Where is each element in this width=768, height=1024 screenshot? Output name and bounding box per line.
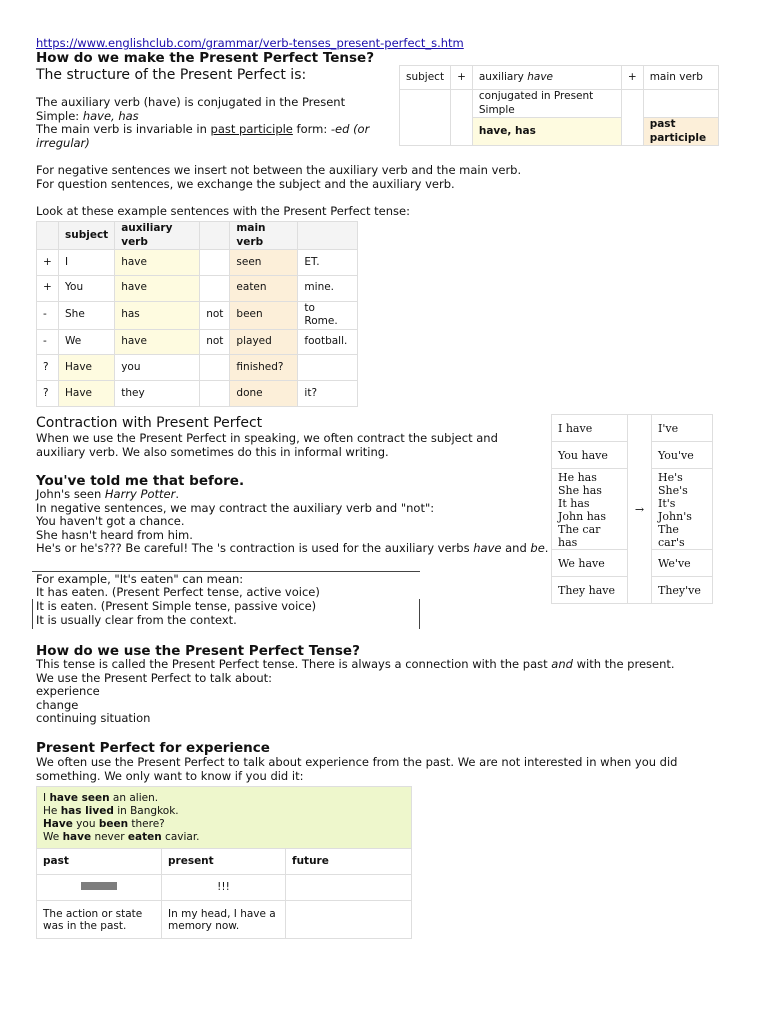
ex-aux: has xyxy=(115,301,200,329)
ex-rest: it? xyxy=(298,381,358,407)
exp-line-1 xyxy=(43,792,405,805)
exp-header-present: present xyxy=(162,849,286,875)
present-description: In my head, I have a memory now. xyxy=(162,901,286,939)
contr-short: He's xyxy=(658,471,683,484)
contr-arrow-cell xyxy=(628,415,652,604)
struct-conjugated: conjugated in Present Simple xyxy=(472,90,621,118)
ex-not xyxy=(200,355,230,381)
experience-p2: something. We only want to know if you did it: xyxy=(36,769,304,783)
box-line-2: It has eaten. (Present Perfect tense, active voice) xyxy=(36,585,320,599)
ex-main: been xyxy=(230,301,298,329)
ex-main: done xyxy=(230,381,298,407)
past-timeline-cell xyxy=(37,875,162,901)
hes-be: be xyxy=(530,541,545,555)
john-line xyxy=(36,488,556,502)
table-row xyxy=(37,381,358,407)
exp-line-2 xyxy=(43,805,405,818)
use-heading: How do we use the Present Perfect Tense? xyxy=(36,643,360,659)
ex-sign: + xyxy=(37,275,59,301)
exp-text: caviar. xyxy=(161,830,200,843)
box-left-border xyxy=(32,599,33,629)
contraction-p2: auxiliary verb. We also sometimes do this in informal writing. xyxy=(36,445,389,459)
hes-period: . xyxy=(544,541,549,555)
ex-header-subject: subject xyxy=(59,222,115,250)
list-item: experience xyxy=(36,684,100,698)
contr-short: It's xyxy=(658,497,676,510)
struct-empty-2 xyxy=(451,90,473,146)
exp-text: you xyxy=(72,817,99,830)
experience-table xyxy=(36,786,412,939)
ex-main: finished? xyxy=(230,355,298,381)
contr-short: She's xyxy=(658,484,688,497)
use-p1-and: and xyxy=(551,657,573,671)
aux-line-2 xyxy=(36,110,386,124)
main-verb-line-2 xyxy=(36,137,386,151)
aux-line-1: The auxiliary verb (have) is conjugated in the Present xyxy=(36,95,346,109)
ex-subject: I xyxy=(59,250,115,276)
struct-empty-3 xyxy=(621,90,643,146)
negative-rule: For negative sentences we insert not between the auxiliary verb and the main verb. xyxy=(36,163,522,177)
question-rule: For question sentences, we exchange the subject and the auxiliary verb. xyxy=(36,177,455,191)
main-verb-ed: -ed (or xyxy=(330,122,370,136)
ex-subject: You xyxy=(59,275,115,301)
ex-not xyxy=(200,381,230,407)
ex-header-sign xyxy=(37,222,59,250)
exp-text: in Bangkok. xyxy=(113,804,179,817)
ex-not xyxy=(200,275,230,301)
exp-verb: has lived xyxy=(60,804,114,817)
source-url-link[interactable]: https://www.englishclub.com/grammar/verb-tenses_present-perfect_s.htm xyxy=(36,36,464,50)
contr-full: They have xyxy=(552,577,628,604)
neg-contract-line: In negative sentences, we may contract the auxiliary verb and "not": xyxy=(36,500,435,515)
exp-verb: have xyxy=(62,830,92,843)
exp-text: there? xyxy=(128,817,165,830)
structure-heading: The structure of the Present Perfect is: xyxy=(36,67,307,83)
contr-full-group xyxy=(552,469,628,550)
exp-verb: Have xyxy=(43,817,73,830)
told-heading: You've told me that before. xyxy=(36,473,245,489)
exp-header-future: future xyxy=(286,849,412,875)
struct-plus-2: + xyxy=(621,66,643,90)
struct-subject-header: subject xyxy=(400,66,451,90)
contr-full: You have xyxy=(552,442,628,469)
page-title: How do we make the Present Perfect Tense? xyxy=(36,50,375,66)
ex-not: not xyxy=(200,329,230,355)
ex-sign: ? xyxy=(37,381,59,407)
exp-line-4 xyxy=(43,831,405,844)
ex-aux: they xyxy=(115,381,200,407)
contr-short: The car's xyxy=(658,523,685,549)
hes-text: He's or he's??? Be careful! The 's contraction is used for the auxiliary verbs xyxy=(36,541,474,555)
ex-rest: ET. xyxy=(298,250,358,276)
contraction-p1: When we use the Present Perfect in speaking, we often contract the subject and xyxy=(36,431,498,445)
havent-line: You haven't got a chance. xyxy=(36,514,185,528)
exp-text: I xyxy=(43,791,50,804)
table-row xyxy=(37,250,358,276)
ex-header-rest xyxy=(298,222,358,250)
table-row xyxy=(37,275,358,301)
past-bar xyxy=(81,882,117,890)
past-participle-term: past participle xyxy=(210,122,293,136)
list-item: continuing situation xyxy=(36,711,151,725)
use-p1-text: This tense is called the Present Perfect tense. There is always a connection with the past xyxy=(36,657,552,671)
hasnt-line: She hasn't heard from him. xyxy=(36,527,193,542)
present-marks: !!! xyxy=(162,875,286,901)
struct-have-has: have, has xyxy=(472,118,621,146)
ex-sign: - xyxy=(37,329,59,355)
contr-short: I've xyxy=(652,415,713,442)
ex-not: not xyxy=(200,301,230,329)
contr-short: We've xyxy=(652,550,713,577)
contraction-heading: Contraction with Present Perfect xyxy=(36,415,263,431)
ex-subject: We xyxy=(59,329,115,355)
experience-heading: Present Perfect for experience xyxy=(36,740,270,756)
ex-sign: + xyxy=(37,250,59,276)
contraction-table xyxy=(551,414,713,604)
ex-subject: Have xyxy=(59,381,115,407)
table-row xyxy=(552,415,713,442)
john-text: John's seen xyxy=(36,487,105,501)
use-p1-end: with the present. xyxy=(572,657,675,671)
struct-aux-header xyxy=(472,66,621,90)
experience-examples xyxy=(37,787,412,849)
ex-subject: She xyxy=(59,301,115,329)
exp-line-3 xyxy=(43,818,405,831)
exp-header-past: past xyxy=(37,849,162,875)
table-row xyxy=(37,329,358,355)
ex-not xyxy=(200,250,230,276)
contr-full: It has xyxy=(558,497,590,510)
main-verb-form-text: form: xyxy=(292,122,331,136)
past-description: The action or state was in the past. xyxy=(37,901,162,939)
ex-aux: have xyxy=(115,250,200,276)
contr-short: John's xyxy=(658,510,692,523)
contr-full: He has xyxy=(558,471,597,484)
box-line-3: It is eaten. (Present Simple tense, passive voice) xyxy=(36,599,317,613)
main-verb-line xyxy=(36,123,386,137)
aux-forms: have, has xyxy=(82,108,139,123)
exp-text: never xyxy=(91,830,128,843)
struct-aux-have: have xyxy=(527,70,553,83)
contr-short: They've xyxy=(652,577,713,604)
struct-past-participle: past participle xyxy=(643,118,718,146)
examples-intro: Look at these example sentences with the Present Perfect tense: xyxy=(36,204,410,218)
ex-main: played xyxy=(230,329,298,355)
ex-sign: - xyxy=(37,301,59,329)
struct-aux-text: auxiliary xyxy=(478,70,528,83)
exp-verb: eaten xyxy=(127,830,162,843)
ex-main: seen xyxy=(230,250,298,276)
main-verb-text: The main verb is invariable in xyxy=(36,122,211,136)
exp-text: He xyxy=(43,804,61,817)
hes-have: have xyxy=(473,541,502,555)
contraction-examples xyxy=(36,488,556,556)
contr-full: We have xyxy=(552,550,628,577)
ex-rest: to Rome. xyxy=(298,301,358,329)
exp-verb: been xyxy=(98,817,129,830)
exp-text: an alien. xyxy=(109,791,159,804)
ex-rest: mine. xyxy=(298,275,358,301)
hes-line xyxy=(36,542,556,556)
box-line-1: For example, "It's eaten" can mean: xyxy=(36,572,244,586)
struct-empty xyxy=(400,90,451,146)
table-row xyxy=(37,301,358,329)
box-right-border xyxy=(419,599,420,629)
ex-subject: Have xyxy=(59,355,115,381)
exp-verb: have seen xyxy=(49,791,110,804)
ex-aux: you xyxy=(115,355,200,381)
future-description xyxy=(286,901,412,939)
ex-aux: have xyxy=(115,329,200,355)
contr-full: John has xyxy=(558,510,606,523)
example-table xyxy=(36,221,358,407)
ex-header-aux: auxiliary verb xyxy=(115,222,200,250)
ex-main: eaten xyxy=(230,275,298,301)
use-body xyxy=(36,658,736,726)
list-item: change xyxy=(36,697,79,712)
arrow-right-icon: → xyxy=(634,502,645,516)
use-p1 xyxy=(36,658,736,672)
exp-text: We xyxy=(43,830,63,843)
main-verb-irregular: irregular) xyxy=(36,135,90,150)
struct-plus: + xyxy=(451,66,473,90)
box-line-4: It is usually clear from the context. xyxy=(36,613,237,627)
ex-aux: have xyxy=(115,275,200,301)
harry-potter: Harry Potter xyxy=(104,487,176,501)
ex-rest xyxy=(298,355,358,381)
ex-sign: ? xyxy=(37,355,59,381)
use-p2: We use the Present Perfect to talk about: xyxy=(36,670,273,685)
table-row xyxy=(37,355,358,381)
struct-main-header: main verb xyxy=(643,66,718,90)
contr-full: The car has xyxy=(558,523,601,549)
aux-line-2-text: Simple: xyxy=(36,108,83,123)
structure-table xyxy=(399,65,719,146)
contr-short: You've xyxy=(652,442,713,469)
ex-header-main: main verb xyxy=(230,222,298,250)
contr-full: She has xyxy=(558,484,602,497)
contr-full: I have xyxy=(552,415,628,442)
example-box xyxy=(32,571,420,629)
future-empty xyxy=(286,875,412,901)
john-period: . xyxy=(175,487,179,501)
hes-and: and xyxy=(501,541,531,555)
ex-rest: football. xyxy=(298,329,358,355)
ex-header-not xyxy=(200,222,230,250)
struct-empty-4 xyxy=(643,90,718,118)
contr-short-group xyxy=(652,469,713,550)
experience-p1: We often use the Present Perfect to talk about experience from the past. We are not interested in when you did xyxy=(36,755,678,769)
auxiliary-explanation xyxy=(36,96,386,150)
